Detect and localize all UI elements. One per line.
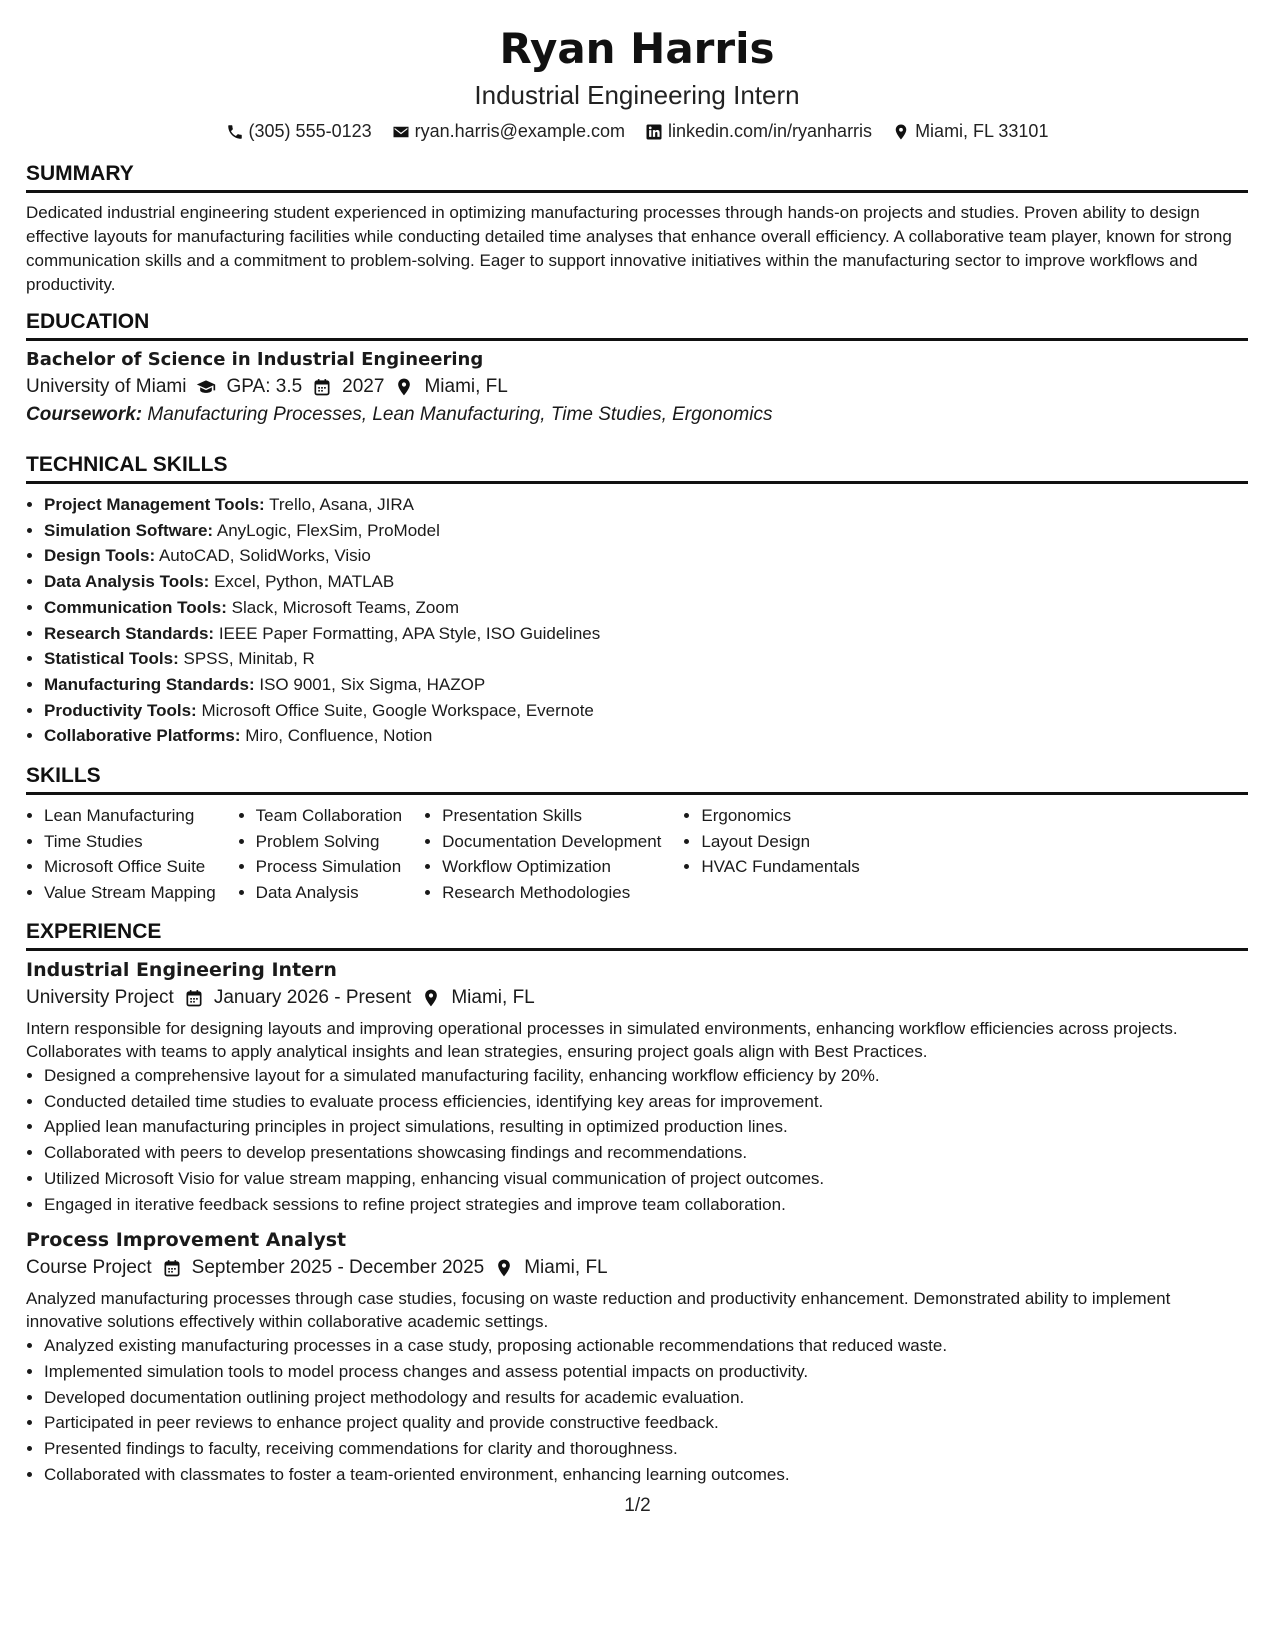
list-item: • Value Stream Mapping xyxy=(44,880,216,906)
technical-skills-list xyxy=(26,492,1248,749)
list-item xyxy=(44,646,1248,672)
experience-section xyxy=(26,920,1248,1487)
map-pin-icon xyxy=(394,377,414,397)
list-item: • Workflow Optimization xyxy=(442,854,661,880)
summary-text: Dedicated industrial engineering student experienced in optimizing manufacturing processes through hands-on projects and studies. Proven ability to design effective layouts for manufacturing facilities while conducting detailed time analyses that enhance overall efficiency. A collaborative team player, known for strong communication skills and a commitment to problem-solving. Eager to support innovative initiatives within the manufacturing sector to improve workflows and productivity. xyxy=(26,203,1232,294)
list-item xyxy=(44,492,1248,518)
list-item xyxy=(44,621,1248,647)
list-item: • Collaborated with peers to develop presentations showcasing findings and recommendations. xyxy=(44,1140,1248,1166)
job-dates: January 2026 - Present xyxy=(213,987,412,1008)
education-meta xyxy=(26,376,1248,398)
list-item: • Applied lean manufacturing principles in project simulations, resulting in optimized production lines. xyxy=(44,1114,1248,1140)
job-bullets xyxy=(26,1063,1248,1217)
coursework-list: Manufacturing Processes, Lean Manufacturing, Time Studies, Ergonomics xyxy=(147,404,773,425)
list-item xyxy=(44,595,1248,621)
list-item: • Lean Manufacturing xyxy=(44,803,216,829)
contact-linkedin-text[interactable]: linkedin.com/in/ryanharris xyxy=(667,121,873,141)
contact-linkedin[interactable] xyxy=(645,121,872,142)
contact-location xyxy=(892,121,1048,142)
list-item: • Microsoft Office Suite xyxy=(44,854,216,880)
list-item: • Data Analysis xyxy=(256,880,402,906)
job-title: Process Improvement Analyst xyxy=(26,1229,347,1252)
list-item: • Utilized Microsoft Visio for value stream mapping, enhancing visual communication of project outcomes. xyxy=(44,1166,1248,1192)
skill-category-value: Microsoft Office Suite, Google Workspace, Evernote xyxy=(201,700,594,720)
job-entry xyxy=(26,1229,1248,1487)
education-section xyxy=(26,310,1248,426)
job-bullets xyxy=(26,1333,1248,1487)
job-org: University Project xyxy=(26,987,174,1008)
job-dates: September 2025 - December 2025 xyxy=(191,1257,485,1279)
list-item: • Research Methodologies xyxy=(442,880,661,906)
list-item: • Participated in peer reviews to enhance project quality and provide constructive feedback. xyxy=(44,1410,1248,1436)
skill-category-label: Design Tools: xyxy=(44,546,156,566)
map-pin-icon xyxy=(421,988,441,1008)
page-number: 1/2 xyxy=(624,1495,651,1516)
contact-location-text: Miami, FL 33101 xyxy=(915,121,1049,141)
list-item: • Ergonomics xyxy=(701,803,859,829)
technical-skills-heading: TECHNICAL SKILLS xyxy=(26,453,1248,484)
list-item: • Implemented simulation tools to model process changes and assess potential impacts on productivity. xyxy=(44,1359,1248,1385)
job-description: Intern responsible for designing layouts and improving operational processes in simulated environments, enhancing workflow efficiencies across projects. Collaborates with teams to apply analytical insights and lean strategies, ensuring project goals align with Best Practices. xyxy=(26,1019,1178,1061)
skills-column xyxy=(424,803,661,906)
list-item: • Conducted detailed time studies to evaluate process efficiencies, identifying key areas for improvement. xyxy=(44,1089,1248,1115)
skills-column xyxy=(683,803,859,906)
skill-category-value: Slack, Microsoft Teams, Zoom xyxy=(231,597,459,617)
education-heading: EDUCATION xyxy=(26,310,1248,341)
list-item: • Documentation Development xyxy=(442,829,661,855)
skill-category-label: Research Standards: xyxy=(44,623,215,643)
resume-page xyxy=(26,0,1248,1484)
calendar-icon xyxy=(162,1258,182,1278)
skill-category-label: Productivity Tools: xyxy=(44,700,197,720)
contact-row xyxy=(26,121,1248,142)
candidate-title: Industrial Engineering Intern xyxy=(474,80,800,110)
candidate-name: Ryan Harris xyxy=(499,24,775,73)
coursework-label: Coursework: xyxy=(26,404,143,425)
skills-column xyxy=(238,803,402,906)
skill-category-value: AutoCAD, SolidWorks, Visio xyxy=(158,546,371,566)
skill-category-value: Trello, Asana, JIRA xyxy=(269,495,415,514)
list-item: • Presentation Skills xyxy=(442,803,661,829)
calendar-icon xyxy=(312,377,332,397)
list-item xyxy=(44,569,1248,595)
skills-column xyxy=(26,803,216,906)
map-pin-icon xyxy=(494,1258,514,1278)
skill-category-label: Project Management Tools: xyxy=(44,495,265,514)
skill-category-value: Excel, Python, MATLAB xyxy=(214,572,395,592)
degree-title: Bachelor of Science in Industrial Engineering xyxy=(26,349,484,370)
job-meta xyxy=(26,1257,1248,1279)
resume-header xyxy=(26,24,1248,142)
skill-category-value: IEEE Paper Formatting, APA Style, ISO Guidelines xyxy=(218,623,601,643)
summary-heading: SUMMARY xyxy=(26,162,1248,193)
envelope-icon xyxy=(392,123,410,141)
list-item: • Developed documentation outlining project methodology and results for academic evaluation. xyxy=(44,1385,1248,1411)
list-item xyxy=(44,723,1248,749)
list-item: • Process Simulation xyxy=(256,854,402,880)
list-item: • Collaborated with classmates to foster a team-oriented environment, enhancing learning outcomes. xyxy=(44,1462,1248,1488)
job-title: Industrial Engineering Intern xyxy=(26,959,337,981)
list-item: • Team Collaboration xyxy=(256,803,402,829)
map-pin-icon xyxy=(892,123,910,141)
list-item: • Layout Design xyxy=(701,829,859,855)
skill-category-label: Communication Tools: xyxy=(44,597,227,617)
list-item: • Engaged in iterative feedback sessions to refine project strategies and improve team collaboration. xyxy=(44,1192,1248,1218)
skill-category-value: Miro, Confluence, Notion xyxy=(245,726,433,746)
list-item xyxy=(44,698,1248,724)
calendar-icon xyxy=(184,988,204,1008)
list-item: • Designed a comprehensive layout for a simulated manufacturing facility, enhancing workflow efficiency by 20%. xyxy=(44,1063,1248,1089)
summary-section xyxy=(26,162,1248,297)
list-item: • Problem Solving xyxy=(256,829,402,855)
list-item: • HVAC Fundamentals xyxy=(701,854,859,880)
list-item xyxy=(44,543,1248,569)
skill-category-value: AnyLogic, FlexSim, ProModel xyxy=(216,520,440,540)
skills-heading: SKILLS xyxy=(26,764,1248,795)
job-org: Course Project xyxy=(26,1257,152,1279)
gpa-text: GPA: 3.5 xyxy=(226,376,303,397)
job-location: Miami, FL xyxy=(451,987,535,1008)
graduation-year: 2027 xyxy=(342,376,385,397)
school-location: Miami, FL xyxy=(424,376,508,397)
list-item: • Presented findings to faculty, receiving commendations for clarity and thoroughness. xyxy=(44,1436,1248,1462)
list-item: • Analyzed existing manufacturing processes in a case study, proposing actionable recommendations that reduced waste. xyxy=(44,1333,1248,1359)
contact-phone xyxy=(226,121,372,142)
contact-email[interactable] xyxy=(392,121,625,142)
list-item xyxy=(44,518,1248,544)
skills-grid xyxy=(26,803,1248,906)
experience-heading: EXPERIENCE xyxy=(26,920,1248,951)
job-location: Miami, FL xyxy=(524,1257,608,1279)
technical-skills-section xyxy=(26,453,1248,749)
skill-category-label: Simulation Software: xyxy=(44,520,214,540)
skill-category-label: Data Analysis Tools: xyxy=(44,572,210,592)
linkedin-icon xyxy=(645,123,663,141)
coursework-line xyxy=(26,404,1248,426)
skills-section xyxy=(26,764,1248,906)
skill-category-value: ISO 9001, Six Sigma, HAZOP xyxy=(259,674,486,694)
contact-phone-text: (305) 555-0123 xyxy=(248,121,372,141)
skill-category-label: Collaborative Platforms: xyxy=(44,726,241,746)
contact-email-text[interactable]: ryan.harris@example.com xyxy=(414,121,625,141)
list-item: • Time Studies xyxy=(44,829,216,855)
skill-category-label: Manufacturing Standards: xyxy=(44,674,255,694)
job-entry xyxy=(26,959,1248,1217)
skill-category-label: Statistical Tools: xyxy=(44,649,179,669)
skill-category-value: SPSS, Minitab, R xyxy=(183,649,315,669)
school-name: University of Miami xyxy=(26,376,187,397)
phone-icon xyxy=(226,123,244,141)
job-meta xyxy=(26,987,1248,1009)
job-description: Analyzed manufacturing processes through case studies, focusing on waste reduction and productivity enhancement. Demonstrated ability to implement innovative solutions effectively within collaborative academic settings. xyxy=(26,1289,1171,1332)
graduation-cap-icon xyxy=(196,377,216,397)
list-item xyxy=(44,672,1248,698)
